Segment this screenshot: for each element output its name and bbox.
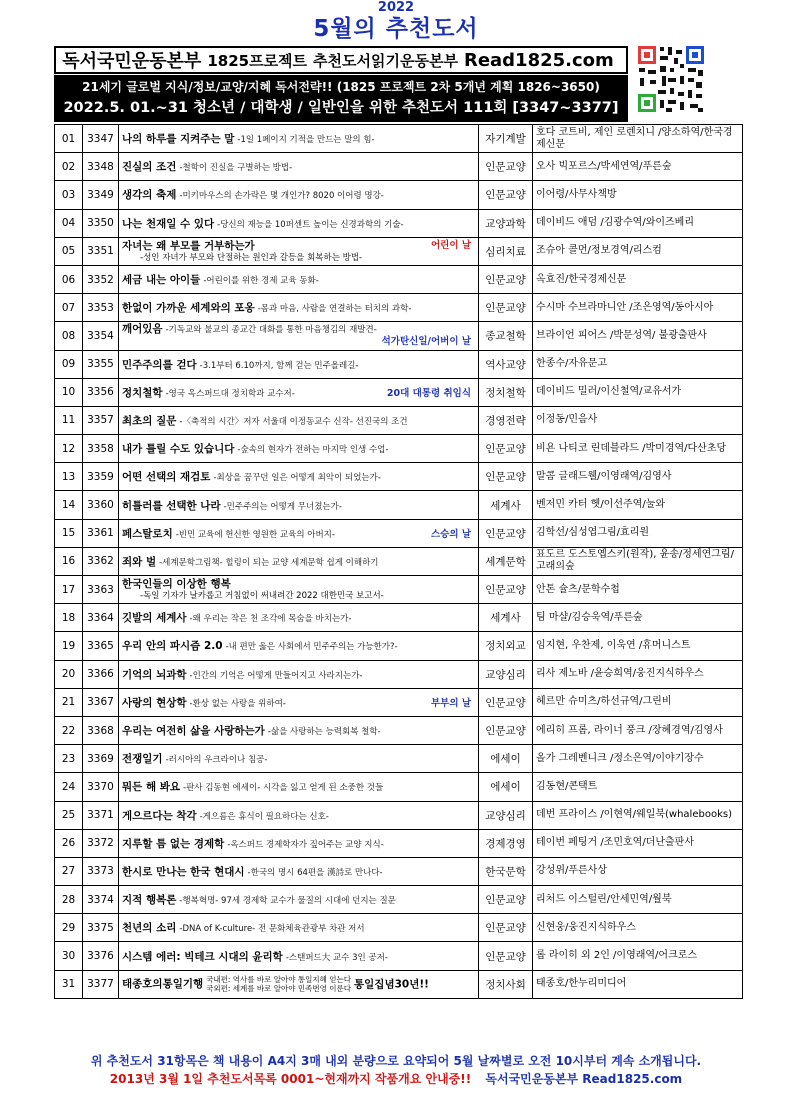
book-title: 히틀러를 선택한 나라	[122, 499, 221, 512]
event-tag: 석가탄신일/어버이 날	[381, 336, 471, 348]
project-name: 1825프로젝트	[207, 51, 308, 70]
book-title: 천년의 소리	[122, 922, 177, 935]
book-description: -영국 옥스퍼드대 정치학과 교수저-	[165, 388, 295, 399]
book-category: 경제경영	[479, 829, 533, 857]
book-category: 인문교양	[479, 914, 533, 942]
book-category: 정치철학	[479, 378, 533, 406]
book-code: 3364	[83, 604, 119, 632]
row-number: 01	[55, 125, 83, 153]
row-number: 24	[55, 773, 83, 801]
book-publisher: 조슈아 콜먼/정보경역/리스컴	[533, 237, 743, 265]
book-category: 인문교양	[479, 435, 533, 463]
table-row[interactable]	[55, 716, 743, 744]
book-publisher: 리사 제노바 /윤승희역/웅진지식하우스	[533, 660, 743, 688]
book-code: 3365	[83, 632, 119, 660]
table-row[interactable]	[55, 773, 743, 801]
book-title: 한없이 가까운 세계와의 포옹	[122, 302, 255, 315]
book-note-domestic: 국내편: 역사를 바로 알아야 통일지혜 얻는다	[206, 975, 352, 985]
event-tag: 20대 대통령 취임식	[386, 387, 471, 399]
book-category: 인문교양	[479, 688, 533, 716]
book-info[interactable]	[119, 970, 479, 998]
book-code: 3377	[83, 970, 119, 998]
row-number: 25	[55, 801, 83, 829]
book-publisher: 호다 코트비, 제인 로렌치니 /양소하역/한국경제신문	[533, 125, 743, 153]
row-number: 19	[55, 632, 83, 660]
book-code: 3349	[83, 181, 119, 209]
book-title: 최초의 질문	[122, 414, 177, 427]
book-code: 3350	[83, 209, 119, 237]
book-info[interactable]	[119, 519, 479, 547]
row-number: 15	[55, 519, 83, 547]
book-category: 인문교양	[479, 294, 533, 322]
book-title: 한국인들의 이상한 행복	[122, 578, 231, 591]
book-info[interactable]	[119, 942, 479, 970]
book-info[interactable]	[119, 463, 479, 491]
book-publisher: 올가 그레벤니크 /정소은역/이야기장수	[533, 745, 743, 773]
book-description: -판사 김동현 에세이- 시각을 잃고 얻게 된 소중한 것들	[183, 783, 384, 794]
book-code: 3368	[83, 716, 119, 744]
table-row[interactable]	[55, 576, 743, 604]
book-description: -독일 기자가 날카롭고 거침없이 써내려간 2022 대한민국 보고서-	[140, 591, 384, 602]
book-title: 페스탈로치	[122, 527, 173, 540]
book-description: -환상 없는 사랑을 위하여-	[189, 698, 286, 709]
book-description: -인간의 기억은 어떻게 만들어지고 사라지는가-	[189, 670, 363, 681]
book-category: 경영전략	[479, 406, 533, 434]
book-category: 종교철학	[479, 322, 533, 350]
book-code: 3356	[83, 378, 119, 406]
table-row[interactable]	[55, 350, 743, 378]
book-code: 3351	[83, 237, 119, 265]
book-code: 3353	[83, 294, 119, 322]
book-publisher: 헤르만 슈미츠/하선규역/그린비	[533, 688, 743, 716]
book-publisher: 이어령/사무사책방	[533, 181, 743, 209]
book-category: 인문교양	[479, 153, 533, 181]
book-code: 3374	[83, 886, 119, 914]
book-code: 3358	[83, 435, 119, 463]
book-info[interactable]	[119, 829, 479, 857]
org-banner	[54, 46, 628, 74]
row-number: 06	[55, 265, 83, 293]
book-publisher: 신현웅/웅진지식하우스	[533, 914, 743, 942]
book-title: 죄와 벌	[122, 555, 157, 568]
table-row[interactable]	[55, 660, 743, 688]
row-number: 03	[55, 181, 83, 209]
book-info[interactable]	[119, 378, 479, 406]
book-description: -어린이를 위한 경제 교육 동화-	[203, 276, 319, 287]
book-title: 내가 틀릴 수도 있습니다	[122, 443, 235, 456]
book-code: 3375	[83, 914, 119, 942]
row-number: 17	[55, 576, 83, 604]
book-title: 우리 안의 파시즘 2.0	[122, 640, 223, 653]
book-publisher: 안톤 슐츠/문학수첩	[533, 576, 743, 604]
book-code: 3352	[83, 265, 119, 293]
book-description: -옥스퍼드 경제학자가 짚어주는 교양 지식-	[227, 839, 384, 850]
table-row[interactable]	[55, 209, 743, 237]
book-publisher: 팀 마샬/김승욱역/푸른숲	[533, 604, 743, 632]
book-publisher: 말콤 글래드웰/이영래역/김영사	[533, 463, 743, 491]
book-publisher: 표도르 도스토옙스키(원작), 윤송/정세연그림/고래의숲	[533, 547, 743, 575]
book-description: -〈축적의 시간〉저자 서울대 이정동교수 신작- 선진국의 조건	[179, 416, 408, 427]
book-code: 3369	[83, 745, 119, 773]
book-code: 3347	[83, 125, 119, 153]
book-title: 태종호의통일기행	[122, 978, 204, 991]
table-row[interactable]	[55, 604, 743, 632]
book-info[interactable]	[119, 406, 479, 434]
book-publisher: 김학선/심성엽그림/효리원	[533, 519, 743, 547]
book-description: -DNA of K-culture- 전 문화체육관광부 차관 저서	[179, 924, 365, 935]
book-category: 교양심리	[479, 660, 533, 688]
book-code: 3372	[83, 829, 119, 857]
book-description: -내 편만 옳은 사회에서 민주주의는 가능한가?-	[225, 642, 398, 653]
table-row[interactable]	[55, 322, 743, 350]
book-publisher: 비욘 나티코 린데블라드 /박미경역/다산초당	[533, 435, 743, 463]
footer-guide-text: 2013년 3월 1일 추천도서목록 0001~현재까지 작품개요 안내중!!	[109, 1072, 472, 1086]
book-category: 인문교양	[479, 265, 533, 293]
book-description: -러시아의 우크라이나 침공-	[165, 755, 268, 766]
row-number: 07	[55, 294, 83, 322]
table-row[interactable]	[55, 745, 743, 773]
book-category: 에세이	[479, 745, 533, 773]
book-description: -기독교와 불교의 종교간 대화를 통한 마음챙김의 재발견-	[165, 325, 377, 336]
book-info[interactable]	[119, 209, 479, 237]
book-slogan: 통일집념30년!!	[354, 978, 429, 991]
book-publisher: 수시마 수브라마니안 /조은영역/동아시아	[533, 294, 743, 322]
book-category: 교양과학	[479, 209, 533, 237]
book-publisher: 브라이언 피어스 /박문성역/ 불광출판사	[533, 322, 743, 350]
row-number: 05	[55, 237, 83, 265]
book-code: 3357	[83, 406, 119, 434]
book-category: 세계사	[479, 604, 533, 632]
book-description: -숲속의 현자가 전하는 마지막 인생 수업-	[237, 445, 389, 456]
book-title: 지적 행복론	[122, 894, 177, 907]
book-code: 3373	[83, 857, 119, 885]
book-publisher: 롭 라이히 외 2인 /이영래역/어크로스	[533, 942, 743, 970]
book-code: 3371	[83, 801, 119, 829]
book-publisher: 데번 프라이스 /이현역/웨일북(whalebooks)	[533, 801, 743, 829]
book-publisher: 옥효진/한국경제신문	[533, 265, 743, 293]
book-description: -빈민 교육에 헌신한 영원한 교육의 아버지-	[175, 529, 335, 540]
book-category: 자기계발	[479, 125, 533, 153]
row-number: 21	[55, 688, 83, 716]
book-code: 3354	[83, 322, 119, 350]
footer-site[interactable]: 독서국민운동본부 Read1825.com	[485, 1072, 683, 1086]
book-publisher: 태종호/한누리미디어	[533, 970, 743, 998]
book-info[interactable]	[119, 688, 479, 716]
book-info[interactable]	[119, 435, 479, 463]
book-title: 한시로 만나는 한국 현대시	[122, 865, 245, 878]
book-info[interactable]	[119, 632, 479, 660]
book-title: 나의 하루를 지켜주는 말	[122, 133, 235, 146]
book-publisher: 이정동/민음사	[533, 406, 743, 434]
book-info[interactable]	[119, 773, 479, 801]
book-category: 한국문학	[479, 857, 533, 885]
row-number: 28	[55, 886, 83, 914]
table-row[interactable]	[55, 914, 743, 942]
book-info[interactable]	[119, 886, 479, 914]
book-info[interactable]	[119, 716, 479, 744]
table-row[interactable]	[55, 547, 743, 575]
table-row[interactable]	[55, 857, 743, 885]
book-table-body	[55, 125, 743, 999]
book-code: 3362	[83, 547, 119, 575]
table-row[interactable]	[55, 378, 743, 406]
book-category: 교양심리	[479, 801, 533, 829]
row-number: 11	[55, 406, 83, 434]
row-number: 08	[55, 322, 83, 350]
event-tag: 스승의 날	[430, 528, 471, 540]
book-publisher: 리처드 이스털린/안세민역/월북	[533, 886, 743, 914]
row-number: 29	[55, 914, 83, 942]
book-description: -세계문학그림책- 힐링이 되는 교양 세계문학 쉽게 이해하기	[159, 557, 379, 568]
book-title: 민주주의를 걷다	[122, 358, 197, 371]
strategy-line: 21세기 글로벌 지식/정보/교양/지혜 독서전략!! (1825 프로젝트 2차 5개년 계획 1826~3650)	[82, 80, 600, 94]
book-description: -1일 1페이지 기적을 만드는 말의 힘-	[237, 135, 375, 146]
table-row[interactable]	[55, 435, 743, 463]
book-code: 3366	[83, 660, 119, 688]
row-number: 12	[55, 435, 83, 463]
book-info[interactable]	[119, 153, 479, 181]
book-description: -성인 자녀가 부모와 단절하는 원인과 갈등을 회복하는 방법-	[140, 252, 363, 263]
book-info[interactable]	[119, 265, 479, 293]
book-publisher: 벤저민 카터 헷/이선주역/눌와	[533, 491, 743, 519]
book-category: 에세이	[479, 773, 533, 801]
book-category: 인문교양	[479, 463, 533, 491]
row-number: 23	[55, 745, 83, 773]
table-row[interactable]	[55, 125, 743, 153]
book-info[interactable]	[119, 237, 479, 265]
book-category: 인문교양	[479, 576, 533, 604]
table-row[interactable]	[55, 632, 743, 660]
book-title: 깃발의 세계사	[122, 612, 187, 625]
book-publisher: 오사 빅포르스/박세연역/푸른숲	[533, 153, 743, 181]
table-row[interactable]	[55, 519, 743, 547]
book-description: -철학이 진실을 구별하는 방법-	[179, 163, 293, 174]
table-row[interactable]	[55, 406, 743, 434]
row-number: 14	[55, 491, 83, 519]
movement-name: 추천도서읽기운동본부	[313, 51, 458, 70]
book-info[interactable]	[119, 491, 479, 519]
book-title: 깨어있음	[122, 323, 163, 336]
book-info[interactable]	[119, 350, 479, 378]
book-description: -최상을 꿈꾸던 일은 어떻게 최악이 되었는가-	[213, 473, 381, 484]
book-info[interactable]	[119, 322, 479, 350]
book-publisher: 데이비드 애덤 /김광수역/와이즈베리	[533, 209, 743, 237]
row-number: 31	[55, 970, 83, 998]
book-publisher: 에리히 프롬, 라이너 풍크 /장혜경역/김영사	[533, 716, 743, 744]
book-info[interactable]	[119, 801, 479, 829]
book-description: -삶을 사랑하는 능력회복 철학-	[267, 727, 381, 738]
book-title: 자녀는 왜 부모를 거부하는가	[122, 239, 255, 252]
date-line: 2022.5. 01.~31 청소년 / 대학생 / 일반인을 위한 추천도서 111회 [3347~3377]	[63, 100, 619, 116]
book-category: 심리치료	[479, 237, 533, 265]
row-number: 30	[55, 942, 83, 970]
book-description: -3.1부터 6.10까지, 함께 걷는 민주올레길-	[199, 360, 359, 371]
page-title: 5월의 추천도서	[313, 16, 479, 42]
book-publisher: 데이비드 밀러/이신철역/교유서가	[533, 378, 743, 406]
book-title: 기억의 뇌과학	[122, 668, 187, 681]
book-note-foreign: 국외편: 세계를 바로 알아야 민족번영 이룬다	[206, 984, 352, 994]
book-title: 진실의 조건	[122, 161, 177, 174]
info-banner	[54, 75, 628, 122]
book-description: -스탠퍼드大 교수 3인 공저-	[285, 952, 388, 963]
book-table	[54, 124, 743, 999]
table-row[interactable]	[55, 688, 743, 716]
qr-code-icon[interactable]	[636, 44, 706, 114]
book-code: 3355	[83, 350, 119, 378]
book-category: 세계사	[479, 491, 533, 519]
book-category: 인문교양	[479, 942, 533, 970]
book-info[interactable]	[119, 660, 479, 688]
footer-notice: 위 추천도서 31항목은 책 내용이 A4지 3매 내외 분량으로 요약되어 5월 날짜별로 오전 10시부터 계속 소개됩니다.	[90, 1054, 702, 1068]
row-number: 04	[55, 209, 83, 237]
book-title: 뭐든 해 봐요	[122, 781, 181, 794]
book-code: 3360	[83, 491, 119, 519]
book-title: 게으르다는 착각	[122, 809, 197, 822]
book-title: 어떤 선택의 재검토	[122, 471, 211, 484]
book-title: 시스템 에러: 빅테크 시대의 윤리학	[122, 950, 283, 963]
event-tag: 어린이 날	[430, 239, 471, 251]
book-info[interactable]	[119, 125, 479, 153]
book-category: 역사교양	[479, 350, 533, 378]
row-number: 13	[55, 463, 83, 491]
book-info[interactable]	[119, 857, 479, 885]
row-number: 10	[55, 378, 83, 406]
row-number: 02	[55, 153, 83, 181]
table-row[interactable]	[55, 801, 743, 829]
book-description: -미키마우스의 손가락은 몇 개인가? 8020 이어령 명강-	[179, 191, 384, 202]
book-title: 나는 천재일 수 있다	[122, 217, 215, 230]
footer-guide	[0, 1070, 792, 1087]
book-publisher: 강성위/푸른사상	[533, 857, 743, 885]
book-publisher: 김동현/콘택트	[533, 773, 743, 801]
row-number: 16	[55, 547, 83, 575]
book-code: 3370	[83, 773, 119, 801]
row-number: 26	[55, 829, 83, 857]
book-category: 인문교양	[479, 886, 533, 914]
event-tag: 부부의 날	[430, 697, 471, 709]
book-description: -게으름은 휴식이 필요하다는 신호-	[199, 811, 329, 822]
book-info[interactable]	[119, 745, 479, 773]
book-title: 우리는 여전히 삶을 사랑하는가	[122, 725, 265, 738]
book-info[interactable]	[119, 294, 479, 322]
site-link[interactable]: Read1825.com	[463, 49, 614, 71]
book-code: 3367	[83, 688, 119, 716]
book-publisher: 한종수/자유문고	[533, 350, 743, 378]
book-title: 정치철학	[122, 386, 163, 399]
book-description: -행복혁명- 97세 경제학 교수가 물질의 시대에 던지는 질문	[179, 896, 396, 907]
book-category: 정치사회	[479, 970, 533, 998]
book-title: 사랑의 현상학	[122, 696, 187, 709]
book-code: 3348	[83, 153, 119, 181]
book-category: 정치외교	[479, 632, 533, 660]
book-info[interactable]	[119, 181, 479, 209]
table-row[interactable]	[55, 265, 743, 293]
book-description: -당신의 재능을 10퍼센트 높이는 신경과학의 기술-	[217, 219, 404, 230]
book-description: -민주주의는 어떻게 무너졌는가-	[223, 501, 342, 512]
table-row[interactable]	[55, 829, 743, 857]
book-code: 3376	[83, 942, 119, 970]
row-number: 09	[55, 350, 83, 378]
book-info[interactable]	[119, 547, 479, 575]
book-category: 세계문학	[479, 547, 533, 575]
table-row[interactable]	[55, 237, 743, 265]
table-row[interactable]	[55, 294, 743, 322]
book-title: 지루할 틈 없는 경제학	[122, 837, 225, 850]
org-name: 독서국민운동본부	[62, 51, 202, 72]
book-info[interactable]	[119, 914, 479, 942]
row-number: 18	[55, 604, 83, 632]
table-row[interactable]	[55, 942, 743, 970]
row-number: 22	[55, 716, 83, 744]
book-category: 인문교양	[479, 716, 533, 744]
book-title: 생각의 축제	[122, 189, 177, 202]
book-title: 전쟁일기	[122, 753, 163, 766]
book-publisher: 테이번 페팅거 /조민호역/더난출판사	[533, 829, 743, 857]
table-row[interactable]	[55, 886, 743, 914]
book-category: 인문교양	[479, 519, 533, 547]
book-description: -왜 우리는 작은 천 조각에 목숨을 바치는가-	[189, 614, 352, 625]
book-category: 인문교양	[479, 181, 533, 209]
book-publisher: 임지현, 우찬제, 이욱연 /휴머니스트	[533, 632, 743, 660]
table-row[interactable]	[55, 463, 743, 491]
book-code: 3361	[83, 519, 119, 547]
year-label: 2022	[377, 0, 415, 15]
book-subnotes	[206, 975, 351, 993]
book-code: 3359	[83, 463, 119, 491]
book-title: 세금 내는 아이들	[122, 274, 201, 287]
book-description: -한국의 명시 64편을 漢詩로 만나다-	[247, 867, 383, 878]
row-number: 27	[55, 857, 83, 885]
table-row[interactable]	[55, 491, 743, 519]
row-number: 20	[55, 660, 83, 688]
book-info[interactable]	[119, 576, 479, 604]
book-description: -몸과 마음, 사람을 연결하는 터치의 과학-	[257, 304, 412, 315]
book-code: 3363	[83, 576, 119, 604]
table-row[interactable]	[55, 153, 743, 181]
book-info[interactable]	[119, 604, 479, 632]
table-row[interactable]	[55, 181, 743, 209]
table-row[interactable]	[55, 970, 743, 998]
